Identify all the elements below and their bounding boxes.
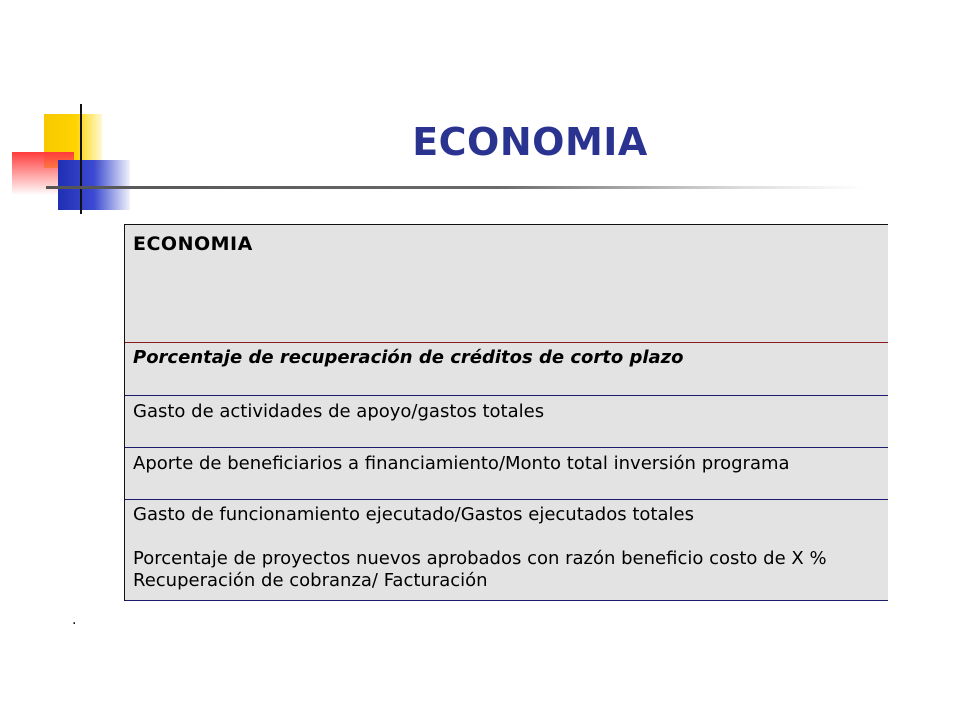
footer-mark: . <box>72 612 77 628</box>
slide-title: ECONOMIA <box>412 120 648 164</box>
table-row <box>125 448 888 500</box>
table-row-label: Gasto de actividades de apoyo/gastos totales <box>133 401 545 422</box>
table-row-label: Porcentaje de proyectos nuevos aprobados con razón beneficio costo de X % <box>133 548 827 569</box>
indicator-table <box>124 224 888 601</box>
table-row <box>125 500 888 601</box>
table-row <box>125 396 888 448</box>
table-row-label: Gasto de funcionamiento ejecutado/Gastos ejecutados totales <box>133 504 694 525</box>
title-underline-divider <box>46 186 866 189</box>
table-header-row <box>125 225 888 343</box>
table-row-label: Recuperación de cobranza/ Facturación <box>133 570 488 591</box>
table-row-label: Porcentaje de recuperación de créditos de corto plazo <box>133 347 684 368</box>
table-row <box>125 343 888 396</box>
table-row-label: Aporte de beneficiarios a financiamiento/Monto total inversión programa <box>133 453 790 474</box>
blue-square-shape <box>58 160 130 210</box>
vertical-line-divider <box>80 104 82 214</box>
table-header-label: ECONOMIA <box>133 233 253 255</box>
